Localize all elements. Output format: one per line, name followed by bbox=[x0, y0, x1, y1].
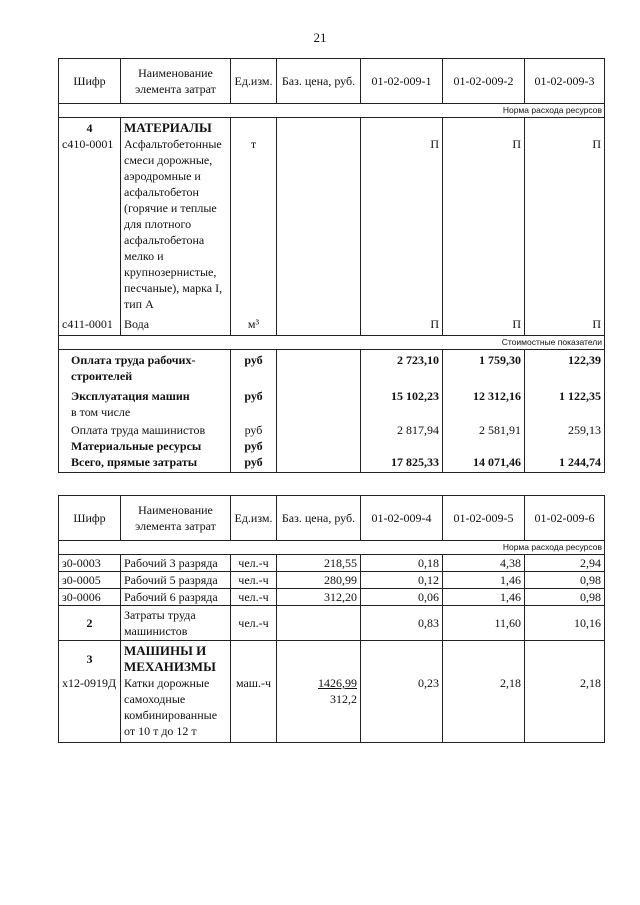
row-value: 0,06 bbox=[361, 589, 443, 606]
row-value: П bbox=[525, 136, 605, 312]
row-unit: руб bbox=[231, 438, 277, 454]
header-cell: Баз. цена, руб. bbox=[277, 59, 361, 104]
row-value: 2,18 bbox=[525, 675, 605, 743]
row-unit: руб bbox=[231, 420, 277, 438]
header-cell: 01-02-009-3 bbox=[525, 59, 605, 104]
row-value: 2,94 bbox=[525, 555, 605, 572]
row-name: Затраты труда машинистов bbox=[121, 606, 231, 641]
header-cell: 01-02-009-6 bbox=[525, 496, 605, 541]
row-value: 10,16 bbox=[525, 606, 605, 641]
labor-row bbox=[59, 606, 605, 641]
table-row bbox=[59, 350, 605, 385]
table-row bbox=[59, 454, 605, 473]
row-unit: чел.-ч bbox=[231, 589, 277, 606]
cost-label: Стоимостные показатели bbox=[59, 336, 605, 350]
row-unit: маш.-ч bbox=[231, 675, 277, 743]
header-cell: 01-02-009-5 bbox=[443, 496, 525, 541]
row-name: Вода bbox=[121, 312, 231, 336]
row-unit: руб bbox=[231, 350, 277, 385]
row-name: Катки дорожные самоходные комбинированные от 10 т до 12 т bbox=[121, 675, 231, 743]
row-name: Оплата труда рабочих-строителей bbox=[59, 350, 231, 385]
row-value: 0,98 bbox=[525, 572, 605, 589]
row-name: Асфальтобетонные смеси дорожные, аэродромные и асфальтобетон (горячие и теплые для плотного асфальтобетона мелко и крупнозернистые, песчаные), марка I, тип А bbox=[121, 136, 231, 312]
row-unit: чел.-ч bbox=[231, 555, 277, 572]
row-value: 122,39 bbox=[525, 350, 605, 385]
section-title: МАШИНЫ И МЕХАНИЗМЫ bbox=[121, 641, 231, 676]
table-row bbox=[59, 675, 605, 743]
row-value: 0,98 bbox=[525, 589, 605, 606]
row-unit: руб bbox=[231, 384, 277, 404]
row-value: 0,23 bbox=[361, 675, 443, 743]
section-number: 4 bbox=[59, 118, 121, 137]
table-row bbox=[59, 384, 605, 404]
header-cell: Наименование элемента затрат bbox=[121, 496, 231, 541]
row-code: з0-0006 bbox=[59, 589, 121, 606]
table-row bbox=[59, 420, 605, 438]
row-price: 312,20 bbox=[277, 589, 361, 606]
table-header bbox=[59, 496, 605, 541]
norm-label: Норма расхода ресурсов bbox=[59, 541, 605, 555]
norm-row bbox=[59, 104, 605, 118]
row-unit: м³ bbox=[231, 312, 277, 336]
row-name: Рабочий 3 разряда bbox=[121, 555, 231, 572]
row-unit: руб bbox=[231, 454, 277, 473]
row-name: Всего, прямые затраты bbox=[59, 454, 231, 473]
row-code: х12-0919Д bbox=[59, 675, 121, 743]
row-value: П bbox=[443, 312, 525, 336]
row-value: П bbox=[525, 312, 605, 336]
norm-label: Норма расхода ресурсов bbox=[59, 104, 605, 118]
row-value: 11,60 bbox=[443, 606, 525, 641]
row-value: 1 122,35 bbox=[525, 384, 605, 404]
row-unit: т bbox=[231, 136, 277, 312]
table-row bbox=[59, 438, 605, 454]
row-unit: чел.-ч bbox=[231, 606, 277, 641]
row-value: 0,12 bbox=[361, 572, 443, 589]
row-value: 12 312,16 bbox=[443, 384, 525, 404]
header-cell: Шифр bbox=[59, 496, 121, 541]
row-name: в том числе bbox=[59, 404, 231, 420]
row-value: 2 723,10 bbox=[361, 350, 443, 385]
row-code: 2 bbox=[59, 606, 121, 641]
row-price: 1426,99 bbox=[318, 676, 357, 690]
row-value: 1,46 bbox=[443, 572, 525, 589]
row-price-secondary: 312,2 bbox=[330, 692, 357, 706]
row-name: Материальные ресурсы bbox=[59, 438, 231, 454]
row-value: 1 759,30 bbox=[443, 350, 525, 385]
header-cell: 01-02-009-2 bbox=[443, 59, 525, 104]
table-row bbox=[59, 555, 605, 572]
header-cell: 01-02-009-1 bbox=[361, 59, 443, 104]
row-code: з0-0005 bbox=[59, 572, 121, 589]
header-cell: Наименование элемента затрат bbox=[121, 59, 231, 104]
row-value: 2 817,94 bbox=[361, 420, 443, 438]
row-value: 17 825,33 bbox=[361, 454, 443, 473]
header-cell: Ед.изм. bbox=[231, 496, 277, 541]
row-value: 0,18 bbox=[361, 555, 443, 572]
row-price: 280,99 bbox=[277, 572, 361, 589]
row-value: П bbox=[361, 312, 443, 336]
row-value: 15 102,23 bbox=[361, 384, 443, 404]
row-code: с411-0001 bbox=[59, 312, 121, 336]
row-value: 4,38 bbox=[443, 555, 525, 572]
header-cell: Баз. цена, руб. bbox=[277, 496, 361, 541]
row-name: Эксплуатация машин bbox=[59, 384, 231, 404]
row-value: П bbox=[443, 136, 525, 312]
row-code: з0-0003 bbox=[59, 555, 121, 572]
table-header bbox=[59, 59, 605, 104]
header-cell: 01-02-009-4 bbox=[361, 496, 443, 541]
table-row bbox=[59, 312, 605, 336]
row-value: 0,83 bbox=[361, 606, 443, 641]
row-value: 2 581,91 bbox=[443, 420, 525, 438]
norm-row bbox=[59, 541, 605, 555]
row-unit: чел.-ч bbox=[231, 572, 277, 589]
header-cell: Ед.изм. bbox=[231, 59, 277, 104]
cost-indicators-row bbox=[59, 336, 605, 350]
section-number: 3 bbox=[59, 641, 121, 676]
resource-table-2 bbox=[58, 495, 605, 743]
row-value: 2,18 bbox=[443, 675, 525, 743]
row-value: 259,13 bbox=[525, 420, 605, 438]
section-row bbox=[59, 118, 605, 137]
row-name: Рабочий 6 разряда bbox=[121, 589, 231, 606]
table-row bbox=[59, 136, 605, 312]
page-number: 21 bbox=[313, 30, 327, 45]
header-cell: Шифр bbox=[59, 59, 121, 104]
table-row bbox=[59, 572, 605, 589]
row-value: 1,46 bbox=[443, 589, 525, 606]
row-value: П bbox=[361, 136, 443, 312]
row-name: Рабочий 5 разряда bbox=[121, 572, 231, 589]
table-row bbox=[59, 404, 605, 420]
table-row bbox=[59, 589, 605, 606]
row-code: с410-0001 bbox=[59, 136, 121, 312]
row-price: 218,55 bbox=[277, 555, 361, 572]
section-row bbox=[59, 641, 605, 676]
resource-table-1 bbox=[58, 58, 605, 473]
row-value: 1 244,74 bbox=[525, 454, 605, 473]
section-title: МАТЕРИАЛЫ bbox=[121, 118, 231, 137]
row-name: Оплата труда машинистов bbox=[59, 420, 231, 438]
row-value: 14 071,46 bbox=[443, 454, 525, 473]
